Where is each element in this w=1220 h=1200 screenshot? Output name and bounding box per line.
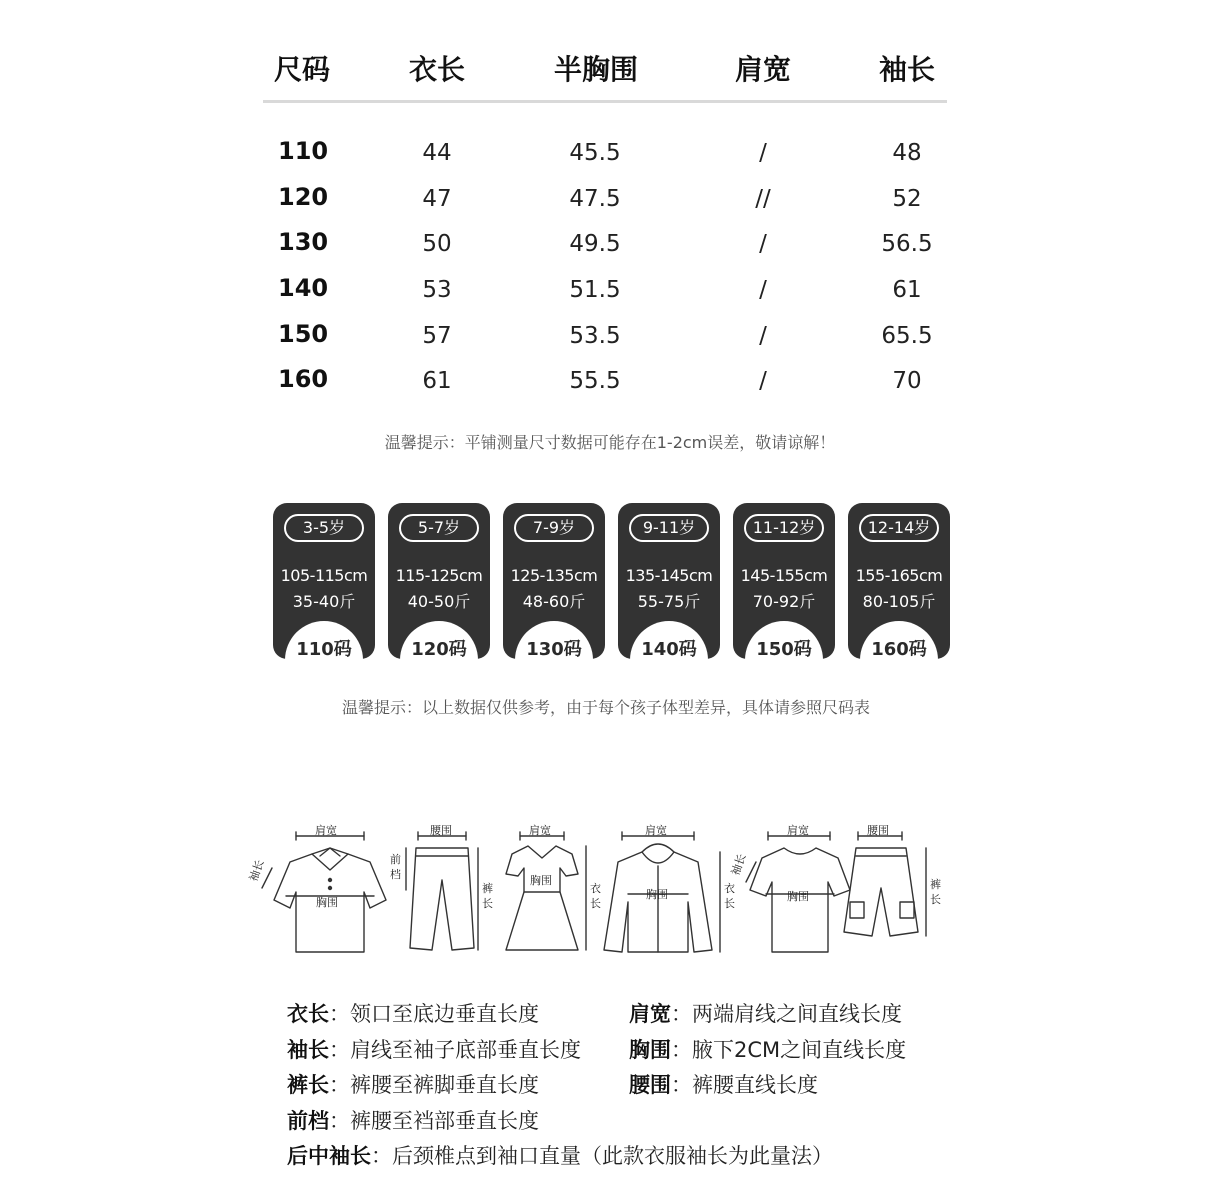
cell-size: 110 bbox=[278, 137, 329, 165]
pants-length-label: 裤 bbox=[930, 878, 941, 891]
waist-label: 腰围 bbox=[867, 824, 889, 837]
definition-text: 裤腰直线长度 bbox=[692, 1073, 818, 1097]
cell-sleeve: 52 bbox=[892, 186, 922, 212]
cell-shoulder: / bbox=[759, 140, 767, 166]
age-range: 12-14岁 bbox=[859, 514, 939, 542]
cell-size: 130 bbox=[278, 228, 329, 256]
definition-item: 腰围：裤腰直线长度 bbox=[629, 1073, 818, 1097]
weight-range: 55-75斤 bbox=[637, 592, 701, 611]
definition-item: 胸围：腋下2CM之间直线长度 bbox=[629, 1038, 907, 1062]
age-range: 9-11岁 bbox=[629, 514, 709, 542]
reference-note: 温馨提示：以上数据仅供参考，由于每个孩子体型差异，具体请参照尺码表 bbox=[341, 698, 870, 717]
pants-length-label: 长 bbox=[930, 893, 941, 906]
definition-term: 袖长 bbox=[287, 1038, 329, 1062]
size-label: 130码 bbox=[526, 639, 582, 660]
cell-half-chest: 53.5 bbox=[569, 323, 621, 349]
definition-item: 衣长：领口至底边垂直长度 bbox=[287, 1002, 539, 1026]
polo-shirt-icon bbox=[246, 823, 386, 952]
cell-sleeve: 48 bbox=[892, 140, 922, 166]
height-range: 145-155cm bbox=[740, 566, 828, 585]
header-divider bbox=[263, 100, 947, 103]
size-label: 150码 bbox=[756, 639, 812, 660]
definition-item: 肩宽：两端肩线之间直线长度 bbox=[629, 1002, 902, 1026]
cell-length: 47 bbox=[422, 186, 452, 212]
weight-range: 80-105斤 bbox=[862, 592, 936, 611]
header-half-chest: 半胸围 bbox=[553, 53, 639, 86]
shoulder-label: 肩宽 bbox=[787, 824, 809, 837]
cell-sleeve: 70 bbox=[892, 368, 922, 394]
size-card bbox=[503, 503, 605, 659]
weight-range: 48-60斤 bbox=[522, 592, 586, 611]
weight-range: 35-40斤 bbox=[292, 592, 356, 611]
garment-measurement-diagrams bbox=[246, 818, 950, 968]
definition-term: 肩宽 bbox=[629, 1002, 671, 1026]
size-label: 160码 bbox=[871, 639, 927, 660]
cell-length: 61 bbox=[422, 368, 452, 394]
definition-item: 后中袖长：后颈椎点到袖口直量（此款衣服袖长为此量法） bbox=[287, 1144, 833, 1168]
shoulder-label: 肩宽 bbox=[645, 824, 667, 837]
pants-length-label: 长 bbox=[482, 897, 493, 910]
size-card bbox=[733, 503, 835, 659]
cell-shoulder: / bbox=[759, 368, 767, 394]
sleeve-label: 袖长 bbox=[728, 852, 749, 878]
weight-range: 70-92斤 bbox=[752, 592, 816, 611]
jacket-icon bbox=[604, 823, 735, 952]
definition-term: 裤长 bbox=[287, 1073, 329, 1097]
definition-term: 胸围 bbox=[629, 1038, 671, 1062]
weight-range: 40-50斤 bbox=[407, 592, 471, 611]
cell-shoulder: / bbox=[759, 277, 767, 303]
size-card bbox=[273, 503, 375, 659]
cell-length: 50 bbox=[422, 231, 452, 257]
coat-length-label: 衣 bbox=[590, 882, 601, 895]
cell-length: 44 bbox=[422, 140, 452, 166]
definition-item: 裤长：裤腰至裤脚垂直长度 bbox=[287, 1073, 539, 1097]
cell-size: 140 bbox=[278, 274, 329, 302]
size-label: 120码 bbox=[411, 639, 467, 660]
cell-shoulder: / bbox=[759, 323, 767, 349]
shoulder-label: 肩宽 bbox=[315, 824, 337, 837]
cell-half-chest: 45.5 bbox=[569, 140, 621, 166]
height-range: 115-125cm bbox=[395, 566, 483, 585]
age-range: 5-7岁 bbox=[399, 514, 479, 542]
cell-length: 57 bbox=[422, 323, 452, 349]
size-card bbox=[618, 503, 720, 659]
age-range: 3-5岁 bbox=[284, 514, 364, 542]
chest-label: 胸围 bbox=[530, 874, 552, 887]
sleeve-label: 袖长 bbox=[246, 858, 267, 884]
age-range: 7-9岁 bbox=[514, 514, 594, 542]
definition-text: 两端肩线之间直线长度 bbox=[692, 1002, 902, 1026]
definition-text: 腋下2CM之间直线长度 bbox=[692, 1038, 907, 1062]
cell-half-chest: 47.5 bbox=[569, 186, 621, 212]
header-length: 衣长 bbox=[408, 53, 466, 86]
coat-length-label: 长 bbox=[724, 897, 735, 910]
height-range: 125-135cm bbox=[510, 566, 598, 585]
cell-half-chest: 51.5 bbox=[569, 277, 621, 303]
size-card bbox=[388, 503, 490, 659]
height-range: 105-115cm bbox=[280, 566, 368, 585]
definition-text: 后颈椎点到袖口直量（此款衣服袖长为此量法） bbox=[392, 1144, 833, 1168]
waist-label: 腰围 bbox=[430, 824, 452, 837]
definition-term: 衣长 bbox=[287, 1002, 329, 1026]
measurement-note: 温馨提示：平铺测量尺寸数据可能存在1-2cm误差，敬请谅解！ bbox=[384, 433, 836, 452]
definition-text: 裤腰至裤脚垂直长度 bbox=[350, 1073, 539, 1097]
cell-half-chest: 49.5 bbox=[569, 231, 621, 257]
cell-half-chest: 55.5 bbox=[569, 368, 621, 394]
shoulder-label: 肩宽 bbox=[529, 824, 551, 837]
chest-label: 胸围 bbox=[646, 888, 668, 901]
size-label: 110码 bbox=[296, 639, 352, 660]
definition-term: 后中袖长 bbox=[287, 1144, 371, 1168]
definition-text: 裤腰至裆部垂直长度 bbox=[350, 1109, 539, 1133]
cell-shoulder: / bbox=[759, 231, 767, 257]
header-size: 尺码 bbox=[273, 53, 331, 86]
pants-length-label: 裤 bbox=[482, 882, 493, 895]
size-card bbox=[848, 503, 950, 659]
header-sleeve: 袖长 bbox=[878, 53, 936, 86]
dress-icon bbox=[506, 823, 601, 950]
cell-size: 120 bbox=[278, 183, 329, 211]
rise-label: 前 bbox=[390, 853, 401, 866]
chest-label: 胸围 bbox=[787, 890, 809, 903]
header-shoulder: 肩宽 bbox=[734, 53, 792, 86]
cell-sleeve: 65.5 bbox=[881, 323, 933, 349]
rise-label: 档 bbox=[390, 868, 401, 881]
size-label: 140码 bbox=[641, 639, 697, 660]
tshirt-icon bbox=[728, 823, 850, 952]
height-range: 155-165cm bbox=[855, 566, 943, 585]
age-range: 11-12岁 bbox=[744, 514, 824, 542]
definition-term: 前档 bbox=[287, 1109, 329, 1133]
chest-label: 胸围 bbox=[316, 896, 338, 909]
coat-length-label: 长 bbox=[590, 897, 601, 910]
shorts-icon bbox=[844, 824, 941, 936]
definition-item: 袖长：肩线至袖子底部垂直长度 bbox=[287, 1038, 581, 1062]
cell-length: 53 bbox=[422, 277, 452, 303]
cell-shoulder: // bbox=[755, 186, 771, 212]
height-range: 135-145cm bbox=[625, 566, 713, 585]
pants-icon bbox=[390, 824, 493, 950]
definition-term: 腰围 bbox=[629, 1073, 671, 1097]
cell-size: 150 bbox=[278, 320, 329, 348]
definition-text: 领口至底边垂直长度 bbox=[350, 1002, 539, 1026]
cell-sleeve: 61 bbox=[892, 277, 922, 303]
cell-size: 160 bbox=[278, 365, 329, 393]
cell-sleeve: 56.5 bbox=[881, 231, 933, 257]
definition-text: 肩线至袖子底部垂直长度 bbox=[350, 1038, 581, 1062]
definition-item: 前档：裤腰至裆部垂直长度 bbox=[287, 1109, 539, 1133]
coat-length-label: 衣 bbox=[724, 882, 735, 895]
